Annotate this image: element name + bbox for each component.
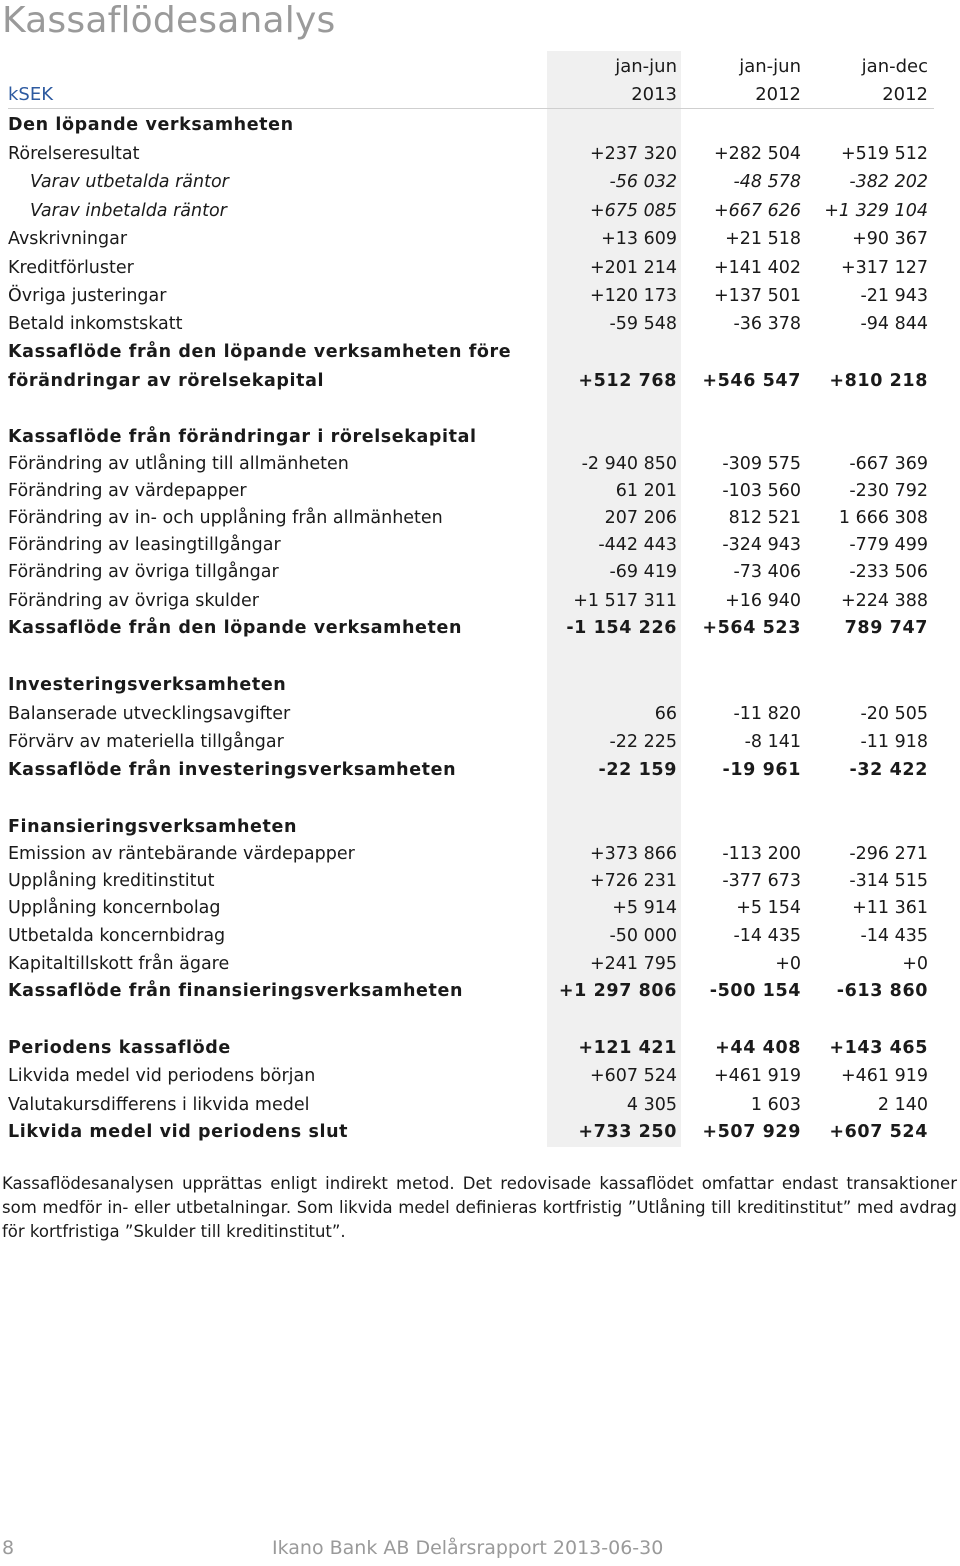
table-row xyxy=(8,950,934,978)
row-value: -11 820 xyxy=(733,704,801,724)
row-value: 66 xyxy=(654,704,677,724)
footer-text: Ikano Bank AB Delårsrapport 2013-06-30 xyxy=(272,1537,664,1559)
row-value: +120 173 xyxy=(589,286,677,306)
row-value: +0 xyxy=(902,954,928,974)
row-value: -69 419 xyxy=(609,562,677,582)
row-label: Kassaflöde från den löpande verksamheten före xyxy=(8,342,512,362)
table-row xyxy=(8,614,934,642)
row-label: Finansieringsverksamheten xyxy=(8,817,298,837)
row-label: Varav utbetalda räntor xyxy=(30,172,229,192)
table-row xyxy=(8,1034,934,1062)
row-label: Den löpande verksamheten xyxy=(8,115,294,135)
table-row xyxy=(8,225,934,253)
row-value: -2 940 850 xyxy=(581,454,677,474)
row-value: -19 961 xyxy=(722,760,801,780)
row-value: 4 305 xyxy=(626,1095,677,1115)
row-label: Förändring av övriga tillgångar xyxy=(8,562,279,582)
row-value: -324 943 xyxy=(722,535,801,555)
row-label: Upplåning kreditinstitut xyxy=(8,871,215,891)
row-value: -667 369 xyxy=(849,454,928,474)
table-row xyxy=(8,197,934,225)
row-label: Förvärv av materiella tillgångar xyxy=(8,732,284,752)
table-row xyxy=(8,700,934,728)
table-row xyxy=(8,840,934,868)
row-value: 2 140 xyxy=(877,1095,928,1115)
row-value: +733 250 xyxy=(578,1122,677,1142)
row-value: +810 218 xyxy=(829,371,928,391)
row-value: -56 032 xyxy=(609,172,677,192)
table-row xyxy=(8,254,934,282)
row-label: Likvida medel vid periodens början xyxy=(8,1066,316,1086)
row-value: +137 501 xyxy=(713,286,801,306)
row-value: -22 159 xyxy=(598,760,677,780)
table-row xyxy=(8,531,934,559)
column-year: 2013 xyxy=(631,83,677,105)
row-label: Förändring av in- och upplåning från allmänheten xyxy=(8,508,443,528)
table-row xyxy=(8,756,934,784)
table-row xyxy=(8,728,934,756)
row-value: -309 575 xyxy=(722,454,801,474)
table-row xyxy=(8,813,934,841)
table-row xyxy=(8,450,934,478)
row-value: 812 521 xyxy=(728,508,801,528)
page-title: Kassaflödesanalys xyxy=(2,0,336,41)
table-row xyxy=(8,894,934,922)
row-label: Kapitaltillskott från ägare xyxy=(8,954,230,974)
row-label: Kassaflöde från investeringsverksamheten xyxy=(8,760,457,780)
column-period: jan-jun xyxy=(739,55,801,77)
row-value: -314 515 xyxy=(849,871,928,891)
row-value: -48 578 xyxy=(733,172,801,192)
row-value: -32 422 xyxy=(849,760,928,780)
row-value: +461 919 xyxy=(713,1066,801,1086)
row-value: +143 465 xyxy=(829,1038,928,1058)
row-value: +201 214 xyxy=(589,258,677,278)
row-value: +564 523 xyxy=(702,618,801,638)
row-value: +317 127 xyxy=(840,258,928,278)
row-value: +607 524 xyxy=(829,1122,928,1142)
row-value: +121 421 xyxy=(578,1038,677,1058)
table-row xyxy=(8,587,934,615)
footnote: Kassaflödesanalysen upprättas enligt indirekt metod. Det redovisade kassaflödet omfattar endast transaktioner som medför in- eller utbetalningar. Som likvida medel definieras kortfristig ”Utlåning till kreditinstitut” med avdrag för kortfristiga ”Skulder till kreditinstitut”. xyxy=(2,1174,957,1241)
row-value: -230 792 xyxy=(849,481,928,501)
row-value: 1 666 308 xyxy=(838,508,928,528)
header-divider xyxy=(8,108,934,109)
row-value: -779 499 xyxy=(849,535,928,555)
column-year: 2012 xyxy=(755,83,801,105)
table-row xyxy=(8,367,934,395)
table-row xyxy=(8,338,934,366)
row-label: Emission av räntebärande värdepapper xyxy=(8,844,355,864)
row-value: -11 918 xyxy=(860,732,928,752)
row-value: +141 402 xyxy=(713,258,801,278)
row-label: Investeringsverksamheten xyxy=(8,675,287,695)
row-label: Kassaflöde från förändringar i rörelsekapital xyxy=(8,427,477,447)
row-value: +667 626 xyxy=(713,201,801,221)
row-label: Valutakursdifferens i likvida medel xyxy=(8,1095,310,1115)
row-value: -14 435 xyxy=(860,926,928,946)
row-label: Varav inbetalda räntor xyxy=(30,201,227,221)
row-label: Periodens kassaflöde xyxy=(8,1038,231,1058)
row-label: Övriga justeringar xyxy=(8,286,167,306)
row-value: +512 768 xyxy=(578,371,677,391)
row-value: -233 506 xyxy=(849,562,928,582)
row-value: +21 518 xyxy=(725,229,801,249)
row-value: -613 860 xyxy=(836,981,928,1001)
row-label: Förändring av utlåning till allmänheten xyxy=(8,454,349,474)
row-value: -377 673 xyxy=(722,871,801,891)
row-value: +5 914 xyxy=(612,898,677,918)
row-value: -50 000 xyxy=(609,926,677,946)
row-value: -73 406 xyxy=(733,562,801,582)
row-label: Förändring av värdepapper xyxy=(8,481,247,501)
row-label: förändringar av rörelsekapital xyxy=(8,371,325,391)
row-value: +726 231 xyxy=(589,871,677,891)
row-value: +1 517 311 xyxy=(573,591,677,611)
row-value: +507 929 xyxy=(702,1122,801,1142)
row-label: Balanserade utvecklingsavgifter xyxy=(8,704,291,724)
row-value: -22 225 xyxy=(609,732,677,752)
row-value: -113 200 xyxy=(722,844,801,864)
row-value: +461 919 xyxy=(840,1066,928,1086)
row-value: +373 866 xyxy=(589,844,677,864)
row-label: Rörelseresultat xyxy=(8,144,140,164)
row-value: -8 141 xyxy=(744,732,801,752)
table-row xyxy=(8,423,934,451)
row-label: Utbetalda koncernbidrag xyxy=(8,926,226,946)
row-value: -103 560 xyxy=(722,481,801,501)
table-row xyxy=(8,1118,934,1146)
row-label: Likvida medel vid periodens slut xyxy=(8,1122,349,1142)
table-row xyxy=(8,558,934,586)
row-value: -500 154 xyxy=(709,981,801,1001)
row-label: Kassaflöde från finansieringsverksamheten xyxy=(8,981,464,1001)
row-value: +282 504 xyxy=(713,144,801,164)
table-row xyxy=(8,310,934,338)
row-value: +241 795 xyxy=(589,954,677,974)
table-row xyxy=(8,671,934,699)
row-value: +0 xyxy=(775,954,801,974)
row-value: 61 201 xyxy=(615,481,677,501)
row-label: Kassaflöde från den löpande verksamheten xyxy=(8,618,463,638)
row-value: -14 435 xyxy=(733,926,801,946)
table-row xyxy=(8,282,934,310)
row-label: Avskrivningar xyxy=(8,229,128,249)
table-row xyxy=(8,140,934,168)
table-row xyxy=(8,168,934,196)
row-value: +237 320 xyxy=(589,144,677,164)
row-value: +13 609 xyxy=(601,229,677,249)
table-row xyxy=(8,922,934,950)
row-value: -21 943 xyxy=(860,286,928,306)
table-row xyxy=(8,477,934,505)
row-label: Betald inkomstskatt xyxy=(8,314,183,334)
table-row xyxy=(8,111,934,139)
row-value: +546 547 xyxy=(702,371,801,391)
table-row xyxy=(8,1091,934,1119)
row-value: +5 154 xyxy=(736,898,801,918)
table-row xyxy=(8,504,934,532)
row-value: -296 271 xyxy=(849,844,928,864)
table-row xyxy=(8,867,934,895)
row-value: +1 329 104 xyxy=(824,201,928,221)
row-value: +519 512 xyxy=(840,144,928,164)
row-value: 789 747 xyxy=(844,618,928,638)
row-value: -94 844 xyxy=(860,314,928,334)
row-value: -20 505 xyxy=(860,704,928,724)
table-row xyxy=(8,977,934,1005)
row-value: -1 154 226 xyxy=(566,618,677,638)
column-period: jan-jun xyxy=(615,55,677,77)
row-value: +224 388 xyxy=(840,591,928,611)
row-label: Kreditförluster xyxy=(8,258,134,278)
row-value: +11 361 xyxy=(852,898,928,918)
column-period: jan-dec xyxy=(861,55,928,77)
row-value: +90 367 xyxy=(852,229,928,249)
row-value: -442 443 xyxy=(598,535,677,555)
row-value: +44 408 xyxy=(715,1038,801,1058)
row-value: -59 548 xyxy=(609,314,677,334)
row-value: 1 603 xyxy=(750,1095,801,1115)
page-number: 8 xyxy=(2,1537,15,1559)
unit-label: kSEK xyxy=(8,83,54,105)
row-value: +1 297 806 xyxy=(558,981,677,1001)
row-value: +675 085 xyxy=(589,201,677,221)
row-value: +16 940 xyxy=(725,591,801,611)
row-label: Förändring av övriga skulder xyxy=(8,591,259,611)
row-label: Upplåning koncernbolag xyxy=(8,898,221,918)
row-value: -36 378 xyxy=(733,314,801,334)
row-label: Förändring av leasingtillgångar xyxy=(8,535,281,555)
column-header-periods xyxy=(8,52,934,80)
column-header-years xyxy=(8,80,934,108)
row-value: +607 524 xyxy=(589,1066,677,1086)
row-value: 207 206 xyxy=(604,508,677,528)
column-year: 2012 xyxy=(882,83,928,105)
row-value: -382 202 xyxy=(849,172,928,192)
table-row xyxy=(8,1062,934,1090)
